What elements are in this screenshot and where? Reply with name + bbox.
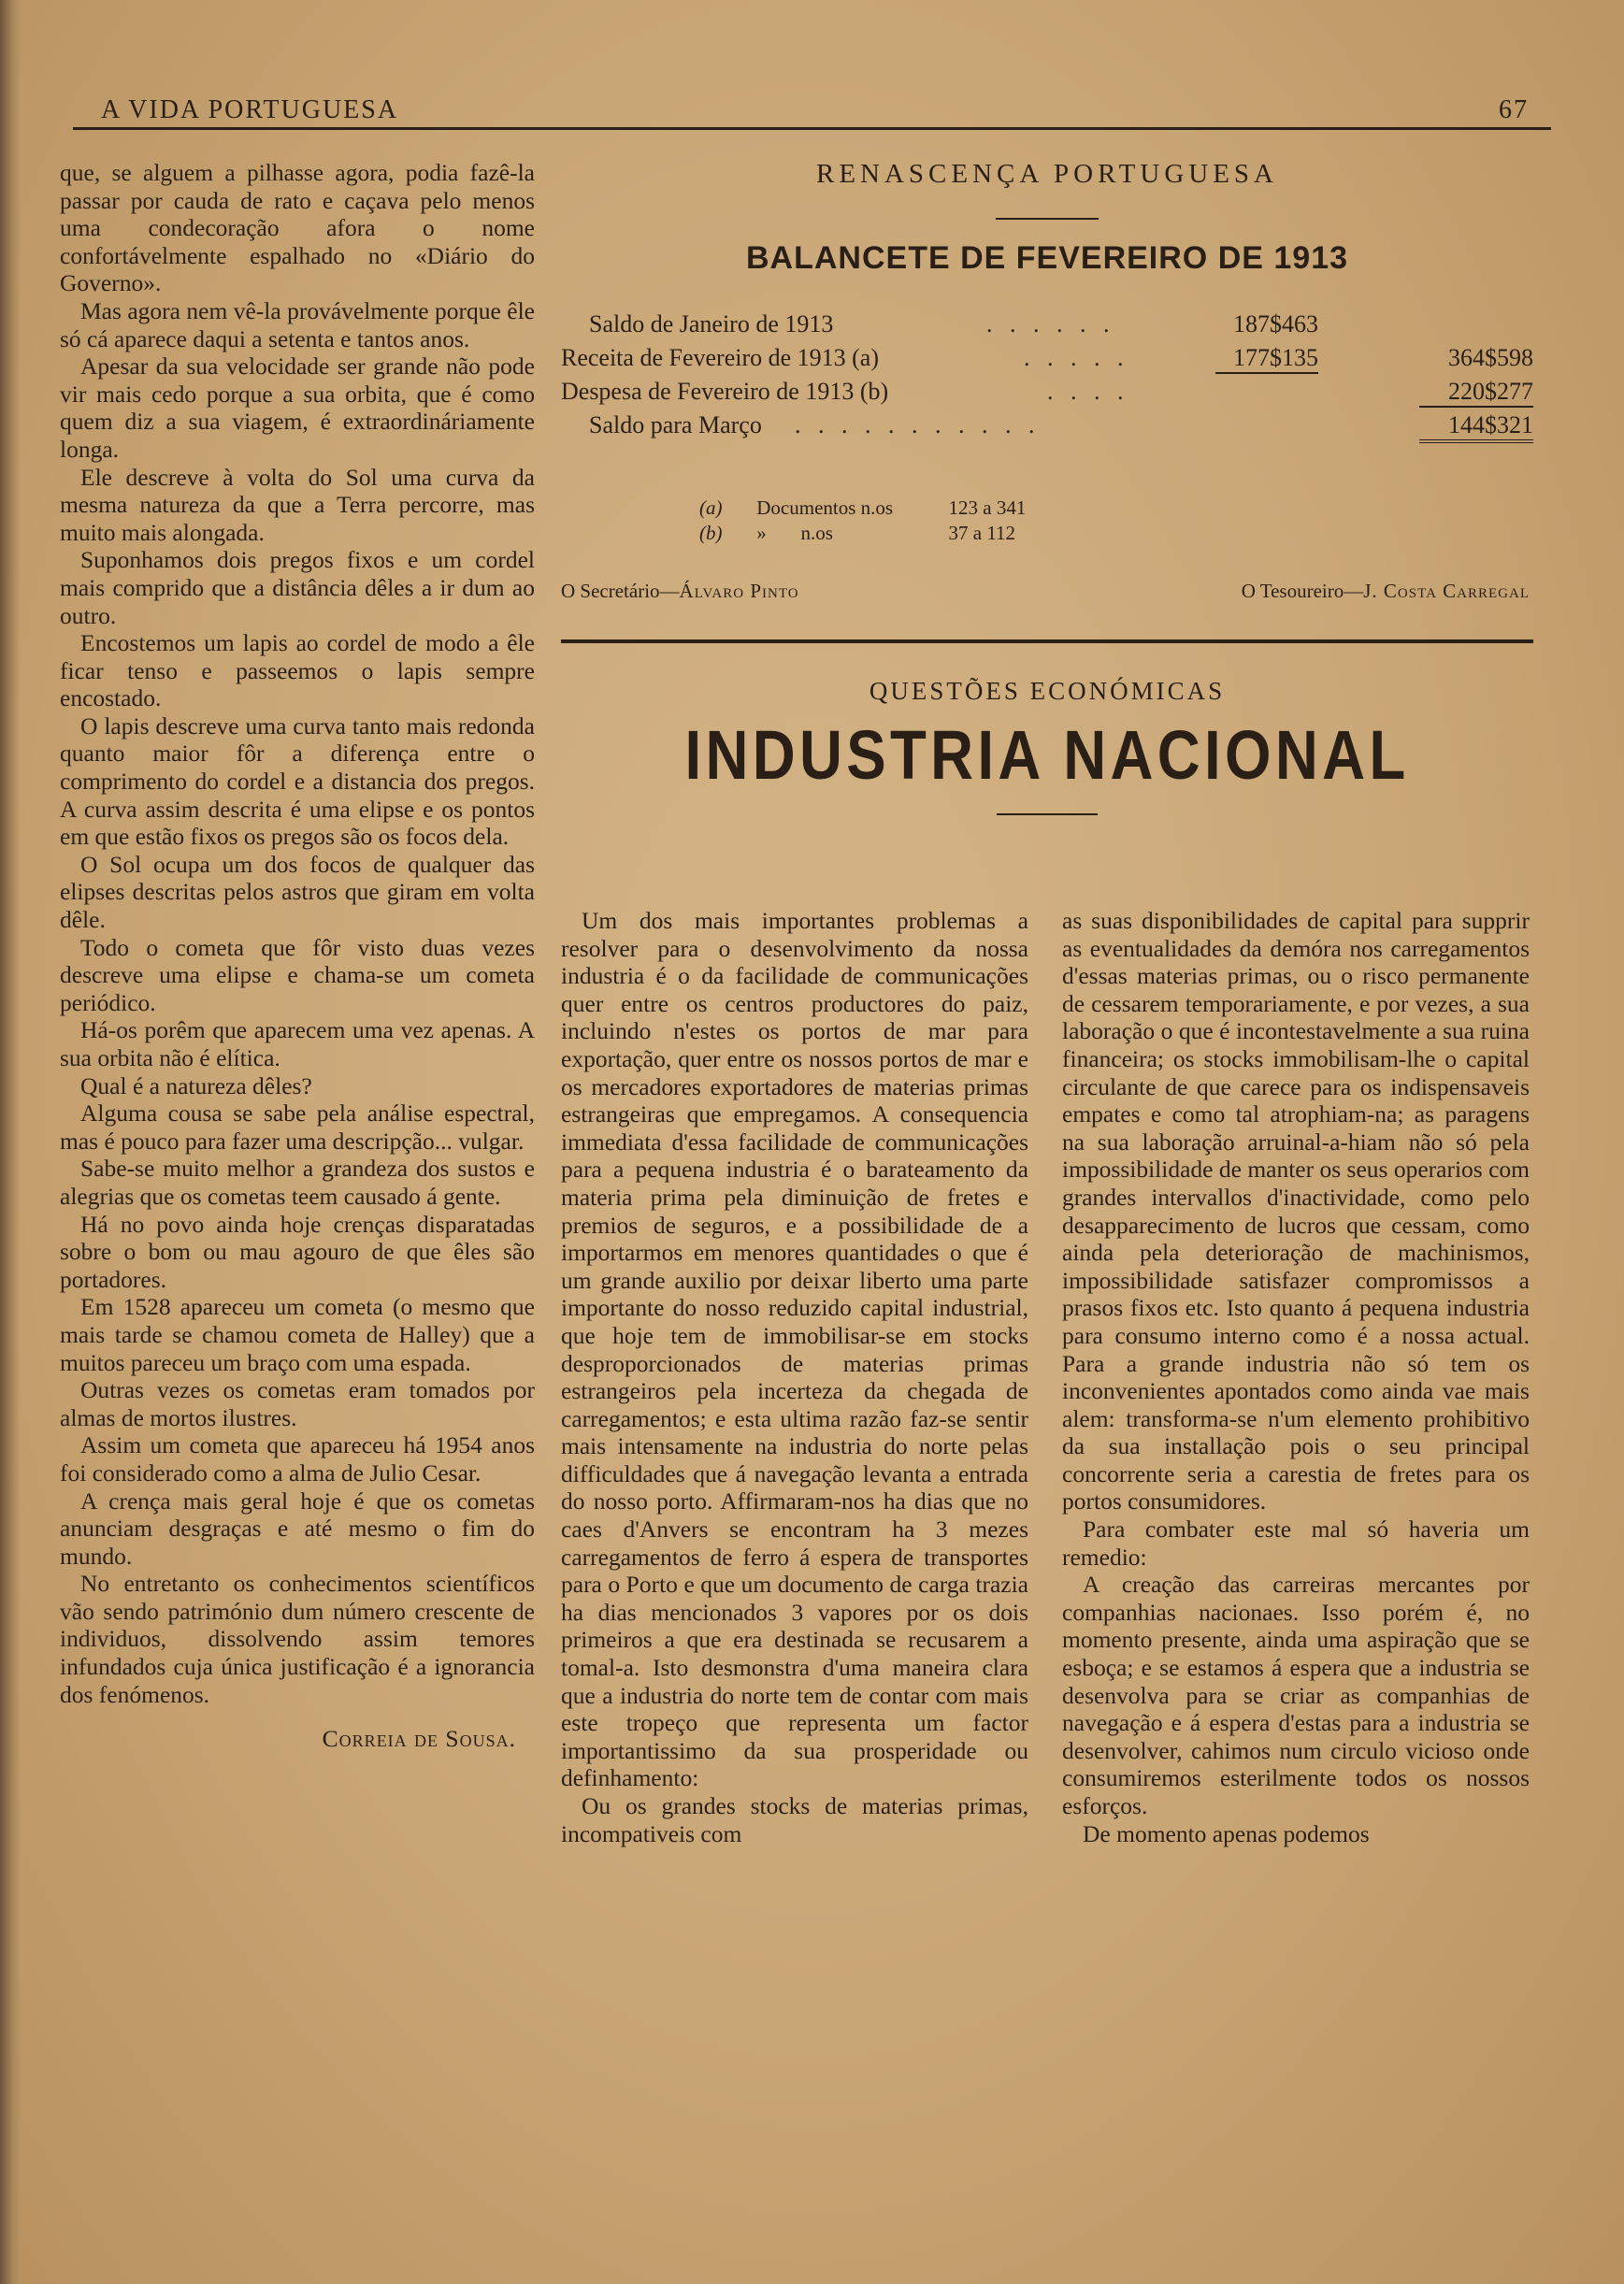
note-text: » n.os (756, 522, 833, 544)
balance-total: 220$277 (1419, 378, 1533, 408)
balance-row (561, 411, 1533, 443)
treasurer-name: J. Costa Carregal (1363, 580, 1530, 602)
note-range: 37 a 112 (948, 522, 1016, 544)
author-signature: Correia de Sousa. (322, 1725, 516, 1753)
left-column-text (60, 159, 535, 1753)
paragraph: Apesar da sua velocidade ser grande não pode vir mais cedo porque a sua orbita, que é como quem diz a sua viagem, é extraordináriamente longa. (60, 352, 535, 463)
balance-label: Receita de Fevereiro de 1913 (a) (561, 344, 880, 371)
paragraph: A crença mais geral hoje é que os cometas anunciam desgraças e até mesmo o fim do mundo. (60, 1487, 535, 1570)
balance-row (561, 310, 1533, 342)
paragraph: Há-os porêm que aparecem uma vez apenas. A sua orbita não é elítica. (60, 1016, 535, 1071)
paragraph: Sabe-se muito melhor a grandeza dos sustos e alegrias que os cometas teem causado á gente. (60, 1155, 535, 1210)
paragraph: Todo o cometa que fôr visto duas vezes descreve uma elipse e chama-se um cometa periódico. (60, 933, 535, 1016)
paragraph: De momento apenas podemos (1083, 1819, 1370, 1847)
paragraph: Assim um cometa que apareceu há 1954 anos foi considerado como a alma de Julio Cesar. (60, 1431, 535, 1487)
running-header (73, 92, 1551, 130)
paragraph: No entretanto os conhecimentos scientíficos vão sendo património dum número crescente de individuos, dissolvendo assim temores infundados cuja única justificação é a ignorancia dos fenómenos. (60, 1570, 535, 1708)
balance-title: BALANCETE DE FEVEREIRO DE 1913 (745, 240, 1349, 276)
paragraph: Qual é a natureza dêles? (80, 1071, 312, 1099)
section-heading: QUESTÕES ECONÓMICAS (869, 677, 1226, 705)
balance-total: 144$321 (1419, 411, 1533, 443)
balance-row (561, 378, 1533, 409)
note-row (699, 521, 1533, 546)
treasurer-role: O Tesoureiro— (1241, 580, 1364, 602)
balance-table (561, 310, 1533, 451)
balance-value: 187$463 (1233, 310, 1318, 338)
paragraph: Há no povo ainda hoje crenças disparatadas sobre o bom ou mau agouro de que êles são portadores. (60, 1210, 535, 1293)
balance-notes (699, 496, 1533, 546)
section-divider (561, 639, 1533, 643)
balance-row (561, 344, 1533, 376)
leader-dots: . . . . (1047, 378, 1129, 405)
magazine-name: A VIDA PORTUGUESA (101, 95, 399, 124)
balance-label: Saldo para Março (589, 411, 762, 438)
secretary-role: O Secretário— (561, 580, 680, 602)
paragraph: Alguma cousa se sabe pela análise espectral, mas é pouco para fazer uma descripção... vulgar. (60, 1099, 535, 1155)
treasurer-signature (1242, 580, 1530, 603)
leader-dots: . . . . . (1024, 344, 1129, 371)
page-edge-shadow (0, 0, 21, 2284)
note-text: Documentos n.os (756, 496, 894, 519)
paragraph: Para combater este mal só haveria um remedio: (1062, 1515, 1530, 1571)
note-key: (b) (699, 522, 723, 544)
note-range: 123 a 341 (948, 496, 1027, 519)
page-number: 67 (1499, 95, 1529, 124)
short-rule (996, 218, 1099, 220)
paragraph: Ele descreve à volta do Sol uma curva da mesma natureza da que a Terra percorre, mas muito mais alongada. (60, 463, 535, 546)
secretary-signature (561, 580, 799, 603)
article-column-2 (1062, 907, 1530, 1847)
paragraph: Mas agora nem vê-la provávelmente porque êle só cá aparece daqui a setenta e tantos anos. (60, 296, 535, 352)
paragraph: Ou os grandes stocks de materias primas, incompativeis com (561, 1792, 1028, 1847)
short-rule (997, 813, 1098, 815)
note-key: (a) (699, 496, 723, 519)
balance-total: 364$598 (1448, 344, 1533, 371)
article-title: INDUSTRIA NACIONAL (684, 716, 1410, 794)
balance-label: Saldo de Janeiro de 1913 (589, 310, 834, 338)
paragraph: Outras vezes os cometas eram tomados por almas de mortos ilustres. (60, 1376, 535, 1431)
balance-label: Despesa de Fevereiro de 1913 (b) (561, 378, 889, 405)
paragraph: que, se alguem a pilhasse agora, podia fazê-la passar por cauda de rato e caçava pelo menos uma condecoração afora o nome confortávelmente espalhado no «Diário do Governo». (60, 159, 535, 297)
paragraph: O lapis descreve uma curva tanto mais redonda quanto maior fôr a diferença entre o comprimento do cordel e a distancia dos pregos. A curva assim descrita é uma elipse e os pontos em que estão fixos os pregos são os focos dela. (60, 711, 535, 851)
secretary-name: Álvaro Pinto (679, 580, 799, 602)
leader-dots: . . . . . . . . . . . (795, 411, 1041, 438)
paragraph: as suas disponibilidades de capital para supprir as eventualidades da demóra nos carregamentos d'essas materias primas, ou o risco permanente de cessarem temporariamente, e por vezes, a sua laboração o que é incontestavelmente a sua ruina financeira; os stocks immobilisam-lhe o capital circulante de que carece para os indispensaveis empates e como tal atrophiam-na; as paragens na sua laboração arruinal-a-hiam não só pela impossibilidade de manter os seus operarios com grandes intervallos d'inactividade, como pelo desapparecimento de lucros que cessam, como ainda pela deterioração de machinismos, impossibilidade satisfazer compromissos a prasos fixos etc. Isto quanto á pequena industria para consumo interno como é a nossa actual. Para a grande industria não só tem os inconvenientes apontados como ainda vae mais alem: transforma-se n'um elemento prohibitivo da sua installação pois o seu principal concorrente seria a carestia de fretes para os portos consumidores. (1062, 907, 1530, 1515)
article-column-1 (561, 907, 1028, 1847)
leader-dots: . . . . . . (986, 310, 1115, 338)
paragraph: O Sol ocupa um dos focos de qualquer das elipses descritas pelos astros que giram em volta dêle. (60, 850, 535, 934)
right-block (561, 159, 1533, 815)
paragraph: Suponhamos dois pregos fixos e um cordel mais comprido que a distância dêles a ir dum ao outro. (60, 546, 535, 629)
organization-title: RENASCENÇA PORTUGUESA (815, 159, 1278, 189)
paragraph: A creação das carreiras mercantes por companhias nacionaes. Isso porém é, no momento presente, ainda uma aspiração que se esboça; e se estamos á espera que a industria se desenvolva para se criar as companhias de navegação e á espera d'estas para a industria se desenvolver, cahimos num circulo vicioso onde consumiremos esterilmente todos os nossos esforços. (1062, 1571, 1530, 1819)
balance-signatures (561, 580, 1533, 608)
balance-value: 177$135 (1215, 344, 1318, 374)
paragraph: Encostemos um lapis ao cordel de modo a êle ficar tenso e passeemos o lapis sempre encostado. (60, 629, 535, 712)
paragraph: Um dos mais importantes problemas a resolver para o desenvolvimento da nossa industria é o da facilidade de communicações quer entre os centros productores do paiz, incluindo n'estes os portos de mar para exportação, quer entre os nossos portos de mar e os mercadores exportadores de materias primas estrangeiras que empregamos. A consequencia immediata d'essa facilidade de communicações para a pequena industria é o barateamento da materia prima pela diminuição de fretes e premios de seguros, e a possibilidade de a importarmos em menores quantidades o que é um grande auxilio por deixar liberto uma parte importante do nosso reduzido capital industrial, que hoje tem de immobilisar-se em stocks desproporcionados de materias primas estrangeiros pela incerteza da chegada de carregamentos; e esta ultima razão faz-se sentir mais intensamente na industria do norte pelas difficuldades que á navegação levanta a entrada do nosso porto. Affirmaram-nos ha dias que no caes d'Anvers se encontram ha 3 mezes carregamentos de ferro á espera de transportes para o Porto e que um documento de carga trazia ha dias mencionados 3 vapores por os dois primeiros a que era destinada se recusarem a tomal-a. Isto desmonstra d'uma maneira clara que a industria do norte tem de contar com mais este tropeço que representa um factor importantissimo da sua prosperidade ou definhamento: (561, 907, 1028, 1792)
note-row (699, 496, 1533, 521)
paragraph: Em 1528 apareceu um cometa (o mesmo que mais tarde se chamou cometa de Halley) que a muitos pareceu um braço com uma espada. (60, 1293, 535, 1376)
